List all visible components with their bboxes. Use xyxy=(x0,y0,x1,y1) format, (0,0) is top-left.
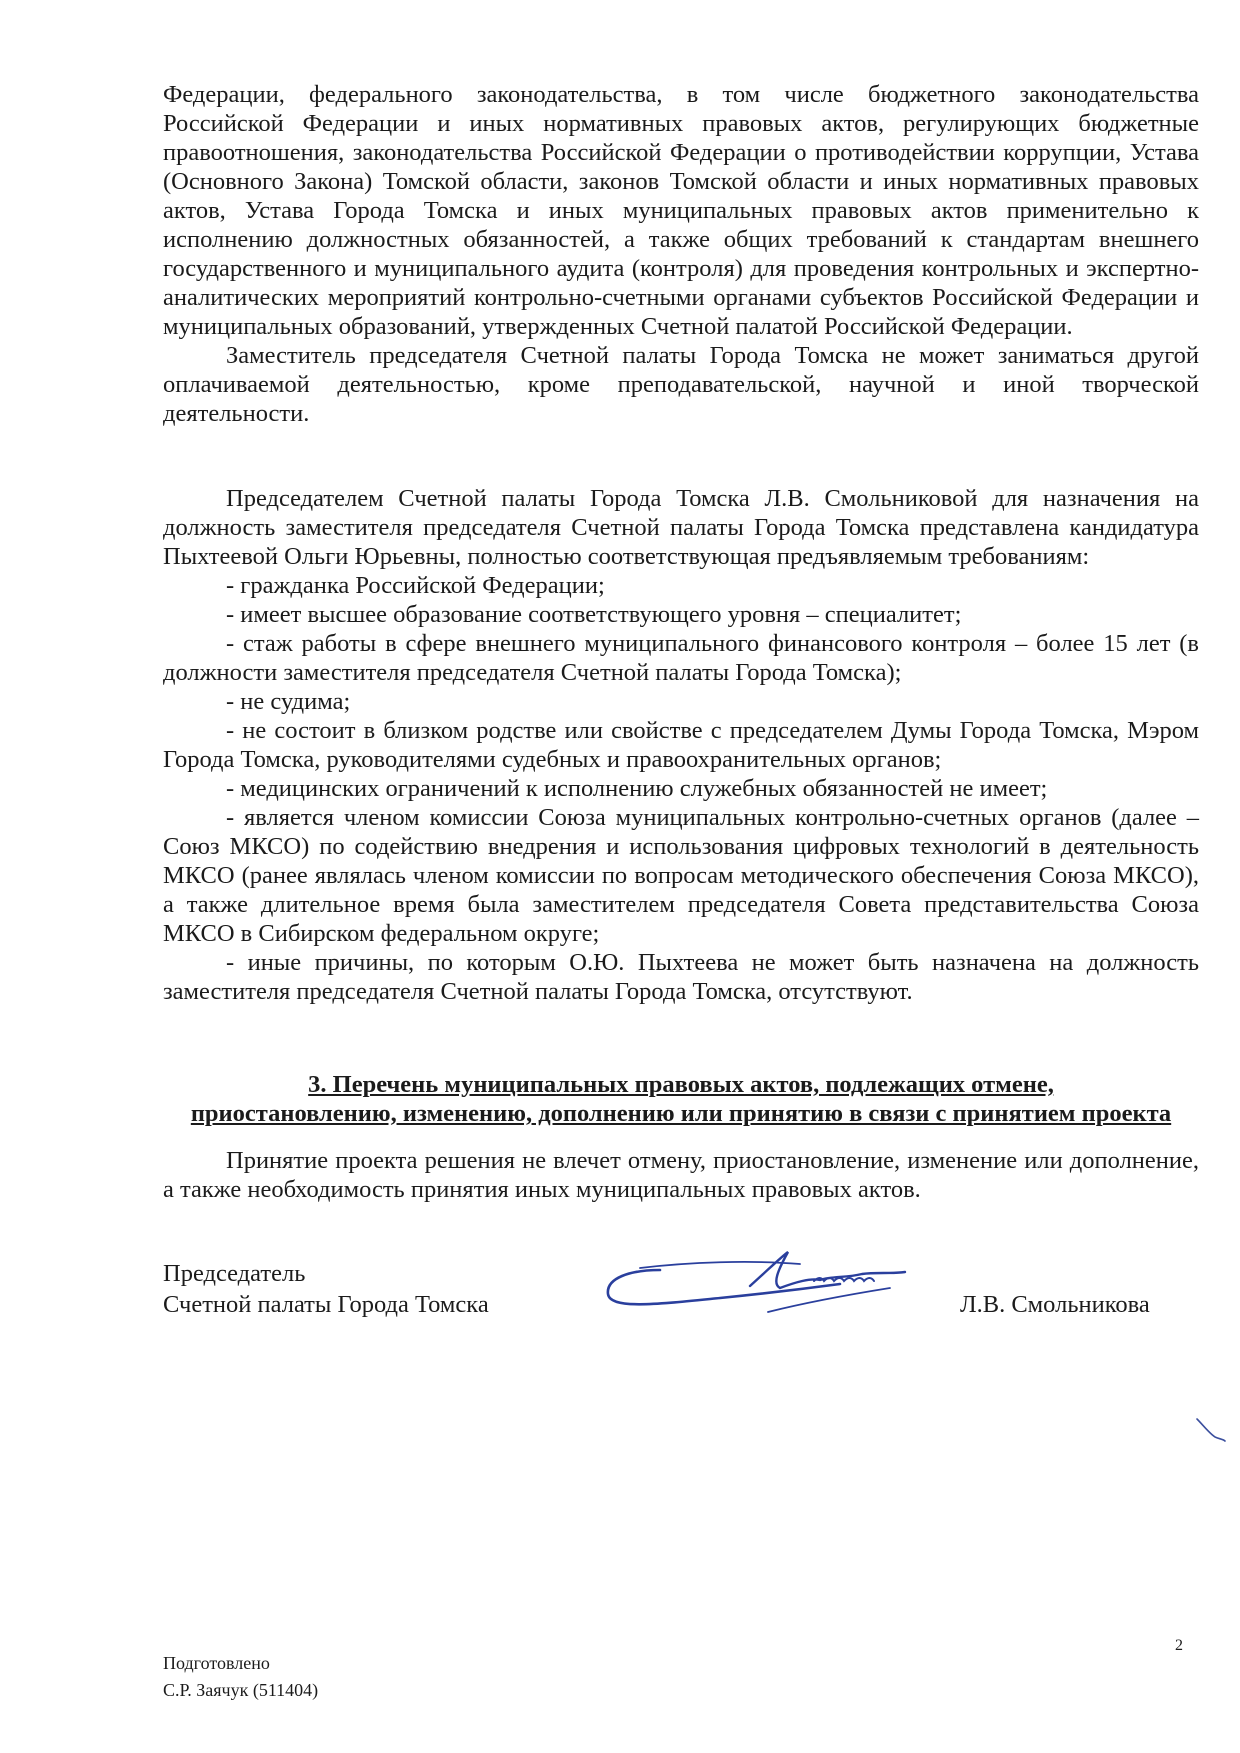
requirement-item: - имеет высшее образование соответствующего уровня – специалитет; xyxy=(226,601,962,628)
signatory-position xyxy=(163,1258,489,1320)
signatory-name: Л.В. Смольникова xyxy=(960,1291,1150,1318)
signatory-position-line: Председатель xyxy=(163,1260,306,1287)
section-3-body xyxy=(163,1146,1199,1204)
prepared-label: Подготовлено xyxy=(163,1653,270,1673)
requirement-item: - гражданка Российской Федерации; xyxy=(226,572,605,599)
section-3-heading-line: 3. Перечень муниципальных правовых актов, подлежащих отмене, xyxy=(308,1071,1054,1098)
page-number: 2 xyxy=(1175,1637,1183,1654)
requirement-item: - иные причины, по которым О.Ю. Пыхтеева не может быть назначена на должность заместителя председателя Счетной палаты Города Томска, отсутствуют. xyxy=(163,949,1199,1005)
paragraph-legislation: Федерации, федерального законодательства, в том числе бюджетного законодательства Российской Федерации и иных нормативных правовых актов, регулирующих бюджетные правоотношения, законодательства Российской Федерации о противодействии коррупции, Устава (Основного Закона) Томской области, законов Томской области и иных нормативных правовых актов, Устава Города Томска и иных муниципальных правовых актов применительно к исполнению должностных обязанностей, а также общих требований к стандартам внешнего государственного и муниципального аудита (контроля) для проведения контрольных и экспертно-аналитических мероприятий контрольно-счетными органами субъектов Российской Федерации и муниципальных образований, утвержденных Счетной палатой Российской Федерации. xyxy=(163,81,1199,340)
handwritten-signature xyxy=(600,1248,930,1328)
body-text-top xyxy=(163,80,1199,428)
requirement-item: - стаж работы в сфере внешнего муниципального финансового контроля – более 15 лет (в должности заместителя председателя Счетной палаты Города Томска); xyxy=(163,630,1199,686)
section-3-heading-line: приостановлению, изменению, дополнению или принятию в связи с принятием проекта xyxy=(190,1100,1172,1127)
paragraph-candidate: Председателем Счетной палаты Города Томска Л.В. Смольниковой для назначения на должность заместителя председателя Счетной палаты Города Томска представлена кандидатура Пыхтеевой Ольги Юрьевны, полностью соответствующая предъявляемым требованиям: xyxy=(163,485,1199,570)
requirement-item: - медицинских ограничений к исполнению служебных обязанностей не имеет; xyxy=(226,775,1048,802)
signatory-position-line: Счетной палаты Города Томска xyxy=(163,1291,489,1318)
body-text-candidate xyxy=(163,484,1199,1006)
requirement-item: - не судима; xyxy=(226,688,351,715)
pen-mark xyxy=(1193,1415,1229,1445)
paragraph-other-activity: Заместитель председателя Счетной палаты Города Томска не может заниматься другой оплачиваемой деятельностью, кроме преподавательской, научной и иной творческой деятельности. xyxy=(163,342,1199,427)
prepared-by xyxy=(163,1650,318,1704)
prepared-author: С.Р. Заячук (511404) xyxy=(163,1680,319,1700)
section-3-text: Принятие проекта решения не влечет отмену, приостановление, изменение или дополнение, а также необходимость принятия иных муниципальных правовых актов. xyxy=(163,1147,1199,1203)
section-3-heading xyxy=(163,1070,1199,1128)
requirement-item: - не состоит в близком родстве или свойстве с председателем Думы Города Томска, Мэром Города Томска, руководителями судебных и правоохранительных органов; xyxy=(163,717,1199,773)
requirement-item: - является членом комиссии Союза муниципальных контрольно-счетных органов (далее – Союз МКСО) по содействию внедрения и использования цифровых технологий в деятельность МКСО (ранее являлась членом комиссии по вопросам методического обеспечения Союза МКСО), а также длительное время была заместителем председателя Совета представительства Союза МКСО в Сибирском федеральном округе; xyxy=(163,804,1199,947)
